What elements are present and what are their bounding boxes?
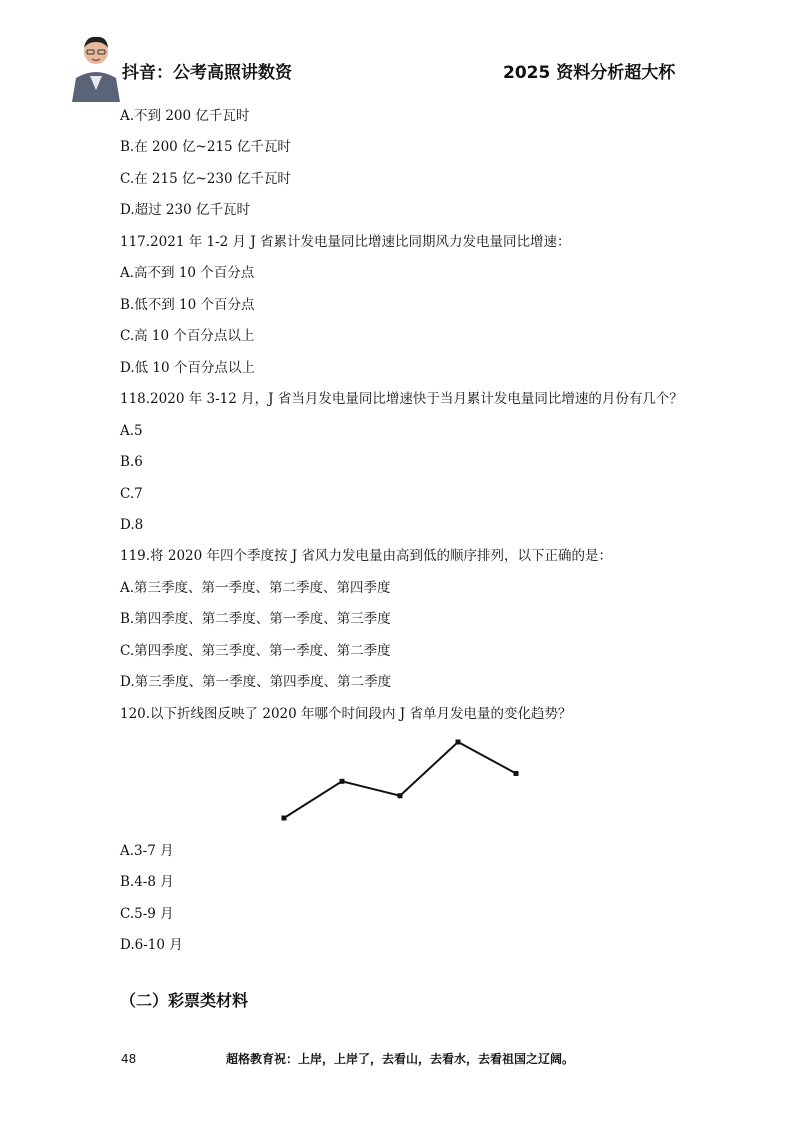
q120-question: 120.以下折线图反映了 2020 年哪个时间段内 J 省单月发电量的变化趋势？ xyxy=(120,706,572,722)
q119-option-d: D.第三季度、第一季度、第四季度、第二季度 xyxy=(120,674,392,690)
q118-option-b: B.6 xyxy=(120,454,143,470)
q119-option-a: A.第三季度、第一季度、第二季度、第四季度 xyxy=(120,580,391,596)
q117-option-d: D.低 10 个百分点以上 xyxy=(120,360,255,376)
trend-line-svg xyxy=(270,730,530,830)
q117-option-c: C.高 10 个百分点以上 xyxy=(120,328,255,344)
author-avatar xyxy=(68,26,124,102)
footer-slogan: 超格教育祝：上岸，上岸了，去看山，去看水，去看祖国之辽阔。 xyxy=(226,1052,575,1066)
trend-line-chart xyxy=(270,730,530,830)
q117-option-b: B.低不到 10 个百分点 xyxy=(120,297,255,313)
q119-option-c: C.第四季度、第三季度、第一季度、第二季度 xyxy=(120,643,391,659)
page-header xyxy=(0,0,800,110)
q116-option-c: C.在 215 亿~230 亿千瓦时 xyxy=(120,171,291,187)
trend-point-1 xyxy=(282,816,287,821)
trend-point-4 xyxy=(456,740,461,745)
q120-option-b: B.4-8 月 xyxy=(120,874,174,890)
q116-option-a: A.不到 200 亿千瓦时 xyxy=(120,108,250,124)
q118-question: 118.2020 年 3-12 月，J 省当月发电量同比增速快于当月累计发电量同比增速的月份有几个？ xyxy=(120,391,683,407)
q116-option-d: D.超过 230 亿千瓦时 xyxy=(120,202,250,218)
trend-point-3 xyxy=(398,793,403,798)
q120-option-d: D.6-10 月 xyxy=(120,937,183,953)
q118-option-c: C.7 xyxy=(120,486,143,502)
q118-option-a: A.5 xyxy=(120,423,143,439)
q118-option-d: D.8 xyxy=(120,517,144,533)
q117-option-a: A.高不到 10 个百分点 xyxy=(120,265,255,281)
section-title: （二）彩票类材料 xyxy=(120,991,249,1010)
q116-option-b: B.在 200 亿~215 亿千瓦时 xyxy=(120,139,291,155)
q117-question: 117.2021 年 1-2 月 J 省累计发电量同比增速比同期风力发电量同比增速： xyxy=(120,234,571,250)
q119-question: 119.将 2020 年四个季度按 J 省风力发电量由高到低的顺序排列，以下正确的是： xyxy=(120,548,612,564)
q119-option-b: B.第四季度、第二季度、第一季度、第三季度 xyxy=(120,611,391,627)
page-number: 48 xyxy=(121,1052,137,1066)
header-book-title: 2025 资料分析超大杯 xyxy=(503,63,676,83)
trend-point-2 xyxy=(340,779,345,784)
header-channel: 抖音：公考高照讲数资 xyxy=(122,63,292,83)
trend-point-5 xyxy=(514,771,519,776)
q120-option-a: A.3-7 月 xyxy=(120,843,174,859)
q120-option-c: C.5-9 月 xyxy=(120,906,174,922)
trend-line-series xyxy=(284,742,516,818)
